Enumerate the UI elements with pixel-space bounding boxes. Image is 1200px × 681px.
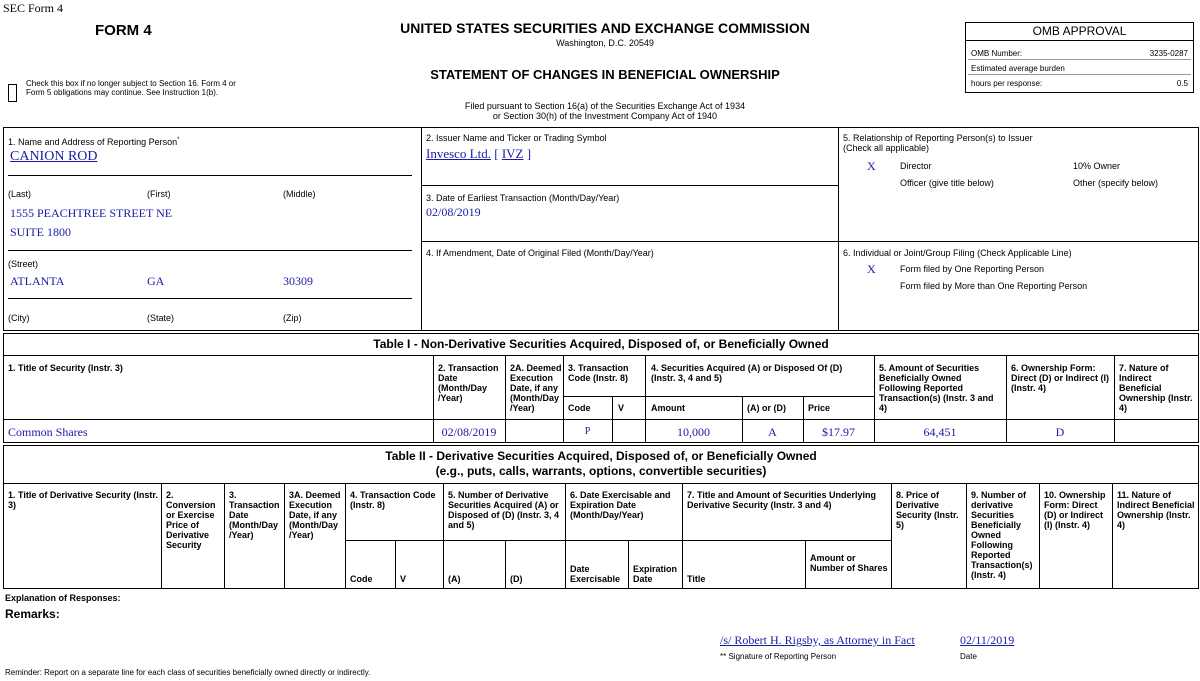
omb-hours-value: 0.5 <box>1176 79 1188 88</box>
address-line-2: SUITE 1800 <box>10 225 71 239</box>
box2-label: 2. Issuer Name and Ticker or Trading Symbol <box>426 133 607 143</box>
t2-h6: 6. Date Exercisable and Expiration Date (Month/Day/Year) <box>570 490 671 520</box>
officer-label: Officer (give title below) <box>900 178 994 188</box>
t1-row-code: P <box>584 426 591 437</box>
t2-code: Code <box>350 574 373 584</box>
filed-line-1: Filed pursuant to Section 16(a) of the Securities Exchange Act of 1934 <box>464 101 746 111</box>
ten-pct-owner-label: 10% Owner <box>1073 161 1121 171</box>
more-persons-label: Form filed by More than One Reporting Person <box>900 281 1088 291</box>
earliest-transaction-date: 02/08/2019 <box>426 205 481 219</box>
one-person-label: Form filed by One Reporting Person <box>900 264 1045 274</box>
t2-v: V <box>400 574 407 584</box>
t2-a: (A) <box>448 574 461 584</box>
remarks-label: Remarks: <box>5 607 60 621</box>
commission-title: UNITED STATES SECURITIES AND EXCHANGE COMMISSION <box>400 20 810 36</box>
middle-label: (Middle) <box>283 189 316 199</box>
explanation-label: Explanation of Responses: <box>5 593 121 603</box>
checkbox-text: Check this box if no longer subject to Section 16. Form 4 or Form 5 obligations may continue. See Instruction 1(b). <box>26 79 236 97</box>
t1-h4: 4. Securities Acquired (A) or Disposed Of (D) (Instr. 3, 4 and 5) <box>651 363 843 383</box>
t2-h5: 5. Number of Derivative Securities Acquired (A) or Disposed of (D) (Instr. 3, 4 and 5) <box>448 490 560 530</box>
t2-d: (D) <box>510 574 523 584</box>
commission-city: Washington, D.C. 20549 <box>556 38 654 48</box>
t2-date-exercisable: Date Exercisable <box>570 564 621 584</box>
omb-title: OMB APPROVAL <box>1032 24 1127 38</box>
city-value: ATLANTA <box>10 274 65 288</box>
t2-h11: 11. Nature of Indirect Beneficial Ownership (Instr. 4) <box>1117 490 1195 530</box>
t1-aord: (A) or (D) <box>747 403 786 413</box>
t2-h9: 9. Number of derivative Securities Beneficially Owned Following Reported Transaction(s) (Instr. 4) <box>971 490 1033 580</box>
t1-h3: 3. Transaction Code (Instr. 8) <box>568 363 629 383</box>
date-label: Date <box>960 652 977 661</box>
t2-h3: 3. Transaction Date (Month/Day /Year) <box>229 490 280 540</box>
state-label: (State) <box>147 313 175 323</box>
omb-number-value: 3235-0287 <box>1149 49 1188 58</box>
other-label: Other (specify below) <box>1073 178 1159 188</box>
t1-h2: 2. Transaction Date (Month/Day /Year) <box>438 363 499 403</box>
box5-label: 5. Relationship of Reporting Person(s) to Issuer <box>843 133 1033 143</box>
omb-approval-box <box>965 22 1194 93</box>
box4-label: 4. If Amendment, Date of Original Filed (Month/Day/Year) <box>426 248 654 258</box>
t2-h8: 8. Price of Derivative Security (Instr. 5) <box>896 490 959 530</box>
table-2-subtitle: (e.g., puts, calls, warrants, options, convertible securities) <box>435 464 767 478</box>
signature-date[interactable]: 02/11/2019 <box>960 633 1015 647</box>
sec-form-label: SEC Form 4 <box>3 1 64 15</box>
box1-label: 1. Name and Address of Reporting Person* <box>8 137 180 147</box>
t2-h7: 7. Title and Amount of Securities Underlying Derivative Security (Instr. 3 and 4) <box>687 490 877 510</box>
t1-row-date: 02/08/2019 <box>441 425 497 439</box>
t1-h7: 7. Nature of Indirect Beneficial Ownership (Instr. 4) <box>1119 363 1193 413</box>
t1-v: V <box>618 403 625 413</box>
t1-row-price: $17.97 <box>822 425 855 439</box>
box6-label: 6. Individual or Joint/Group Filing (Check Applicable Line) <box>843 248 1072 258</box>
reporting-info-grid <box>3 127 1199 331</box>
t1-code: Code <box>568 403 591 413</box>
last-label: (Last) <box>8 189 32 199</box>
t1-h6: 6. Ownership Form: Direct (D) or Indirect (I) (Instr. 4) <box>1011 363 1110 393</box>
ticker-link[interactable]: IVZ <box>501 146 524 161</box>
omb-burden-label: Estimated average burden <box>971 64 1065 73</box>
form-title: FORM 4 <box>95 22 152 39</box>
t1-row-form: D <box>1055 425 1065 439</box>
state-value: GA <box>147 274 165 288</box>
section16-checkbox[interactable] <box>8 84 17 102</box>
street-label: (Street) <box>8 259 39 269</box>
t2-h4: 4. Transaction Code (Instr. 8) <box>350 490 436 510</box>
filed-line-2: or Section 30(h) of the Investment Company Act of 1940 <box>492 111 718 121</box>
t1-h5: 5. Amount of Securities Beneficially Owned Following Reported Transaction(s) (Instr. 3 and 4) <box>879 363 994 413</box>
t2-h10: 10. Ownership Form: Direct (D) or Indirect (I) (Instr. 4) <box>1044 490 1106 530</box>
director-mark: X <box>867 159 876 173</box>
box3-label: 3. Date of Earliest Transaction (Month/Day/Year) <box>426 193 620 203</box>
first-label: (First) <box>147 189 171 199</box>
t1-amount: Amount <box>651 403 685 413</box>
t1-row-amount: 10,000 <box>677 425 710 439</box>
box5-sublabel: (Check all applicable) <box>843 143 930 153</box>
issuer-ticker: Invesco Ltd. [ IVZ ] <box>426 146 532 161</box>
signature-label: ** Signature of Reporting Person <box>720 652 837 661</box>
t1-row-owned: 64,451 <box>923 425 957 439</box>
t1-row-aord: A <box>768 425 777 439</box>
t2-h1: 1. Title of Derivative Security (Instr. 3) <box>8 490 158 510</box>
omb-hours-label: hours per response: <box>971 79 1043 88</box>
issuer-name-link[interactable]: Invesco Ltd. <box>426 146 491 161</box>
address-line-1: 1555 PEACHTREE STREET NE <box>10 206 173 220</box>
city-label: (City) <box>8 313 30 323</box>
reporting-person-name[interactable]: CANION ROD <box>10 149 98 164</box>
director-label: Director <box>900 161 932 171</box>
table-2-title: Table II - Derivative Securities Acquired, Disposed of, or Beneficially Owned <box>385 449 817 463</box>
t1-row-title: Common Shares <box>8 425 88 439</box>
t2-amount-shares: Amount or Number of Shares <box>810 553 888 573</box>
t2-expiration: Expiration Date <box>633 564 678 584</box>
t1-price: Price <box>808 403 831 413</box>
zip-label: (Zip) <box>283 313 302 323</box>
one-person-mark: X <box>867 262 876 276</box>
t2-h3a: 3A. Deemed Execution Date, if any (Month/Day /Year) <box>289 490 341 540</box>
zip-value: 30309 <box>283 274 313 288</box>
t2-title: Title <box>687 574 706 584</box>
statement-title: STATEMENT OF CHANGES IN BENEFICIAL OWNERSHIP <box>430 67 780 82</box>
reminder-text: Reminder: Report on a separate line for each class of securities beneficially owned directly or indirectly. <box>5 668 371 677</box>
t1-h1: 1. Title of Security (Instr. 3) <box>8 363 123 373</box>
table-1-title: Table I - Non-Derivative Securities Acquired, Disposed of, or Beneficially Owned <box>373 337 829 351</box>
t2-h2: 2. Conversion or Exercise Price of Derivative Security <box>166 490 216 550</box>
t1-h2a: 2A. Deemed Execution Date, if any (Month/Day /Year) <box>510 363 562 413</box>
omb-number-label: OMB Number: <box>971 49 1023 58</box>
signature-link[interactable]: /s/ Robert H. Rigsby, as Attorney in Fact <box>720 633 915 647</box>
